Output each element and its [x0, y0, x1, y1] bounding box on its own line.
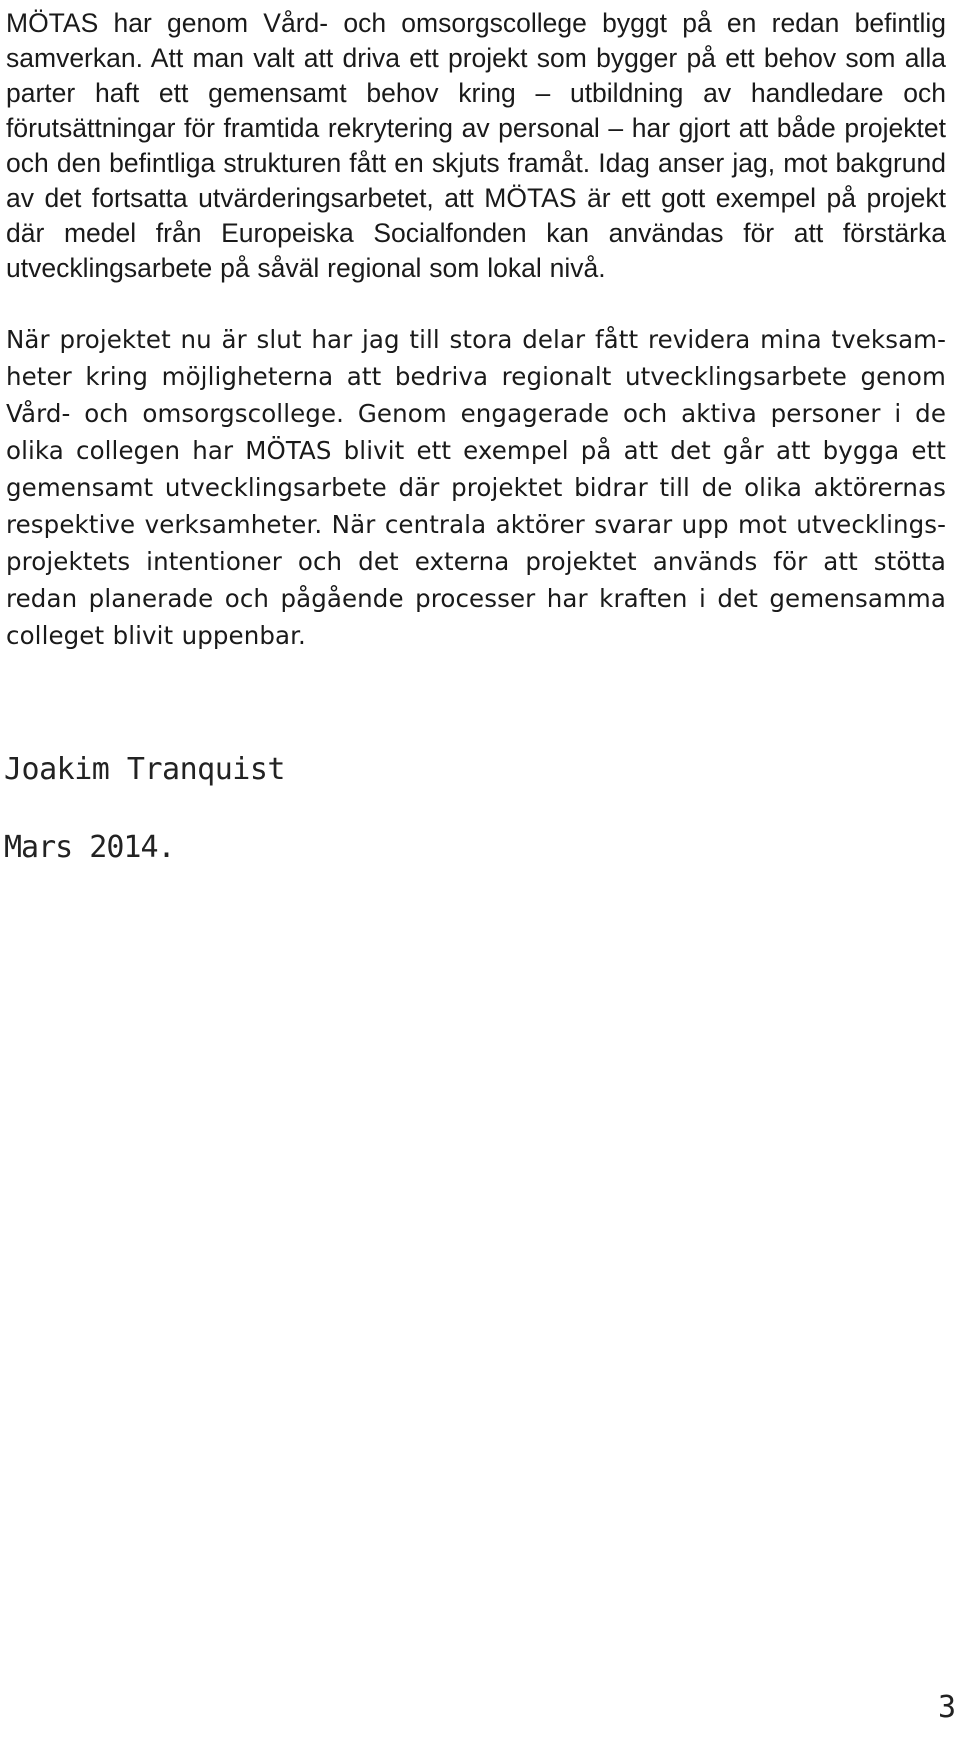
body-paragraph-1: MÖTAS har genom Vård- och omsorgscollege byggt på en redan befintlig samverkan. Att man valt att driva ett projekt som bygger på ett behov som alla parter haft ett gemensamt behov kring – utbildning av handledare och förutsättningar för framtida rekrytering av personal – har gjort att både projektet och den befintliga strukturen fått en skjuts framåt. Idag anser jag, mot bakgrund av det fortsatta utvärderingsarbetet, att MÖTAS är ett gott exempel på projekt där medel från Europeiska Socialfonden kan användas för att förstärka utvecklingsarbete på såväl regional som lokal nivå. — [6, 8, 946, 283]
author-signature: Joakim Tranquist — [4, 752, 285, 787]
signature-date: Mars 2014. — [4, 830, 175, 865]
page-number: 3 — [937, 1690, 956, 1725]
body-paragraph-2: När projektet nu är slut har jag till stora delar fått revidera mina tveksamheter kring möjligheterna att bedriva regionalt utvecklingsarbete genom Vård- och omsorgscollege. Genom engagerade och aktiva personer i de olika collegen har MÖTAS blivit ett exempel på att det går att bygga ett gemensamt utvecklingsarbete där projektet bidrar till de olika aktörernas respektive verksamheter. När centrala aktörer svarar upp mot utvecklingsprojektets intentioner och det externa projektet används för att stötta redan planerade och pågående processer har kraften i det gemensamma colleget blivit uppenbar. — [6, 325, 946, 650]
document-page — [6, 6, 946, 654]
